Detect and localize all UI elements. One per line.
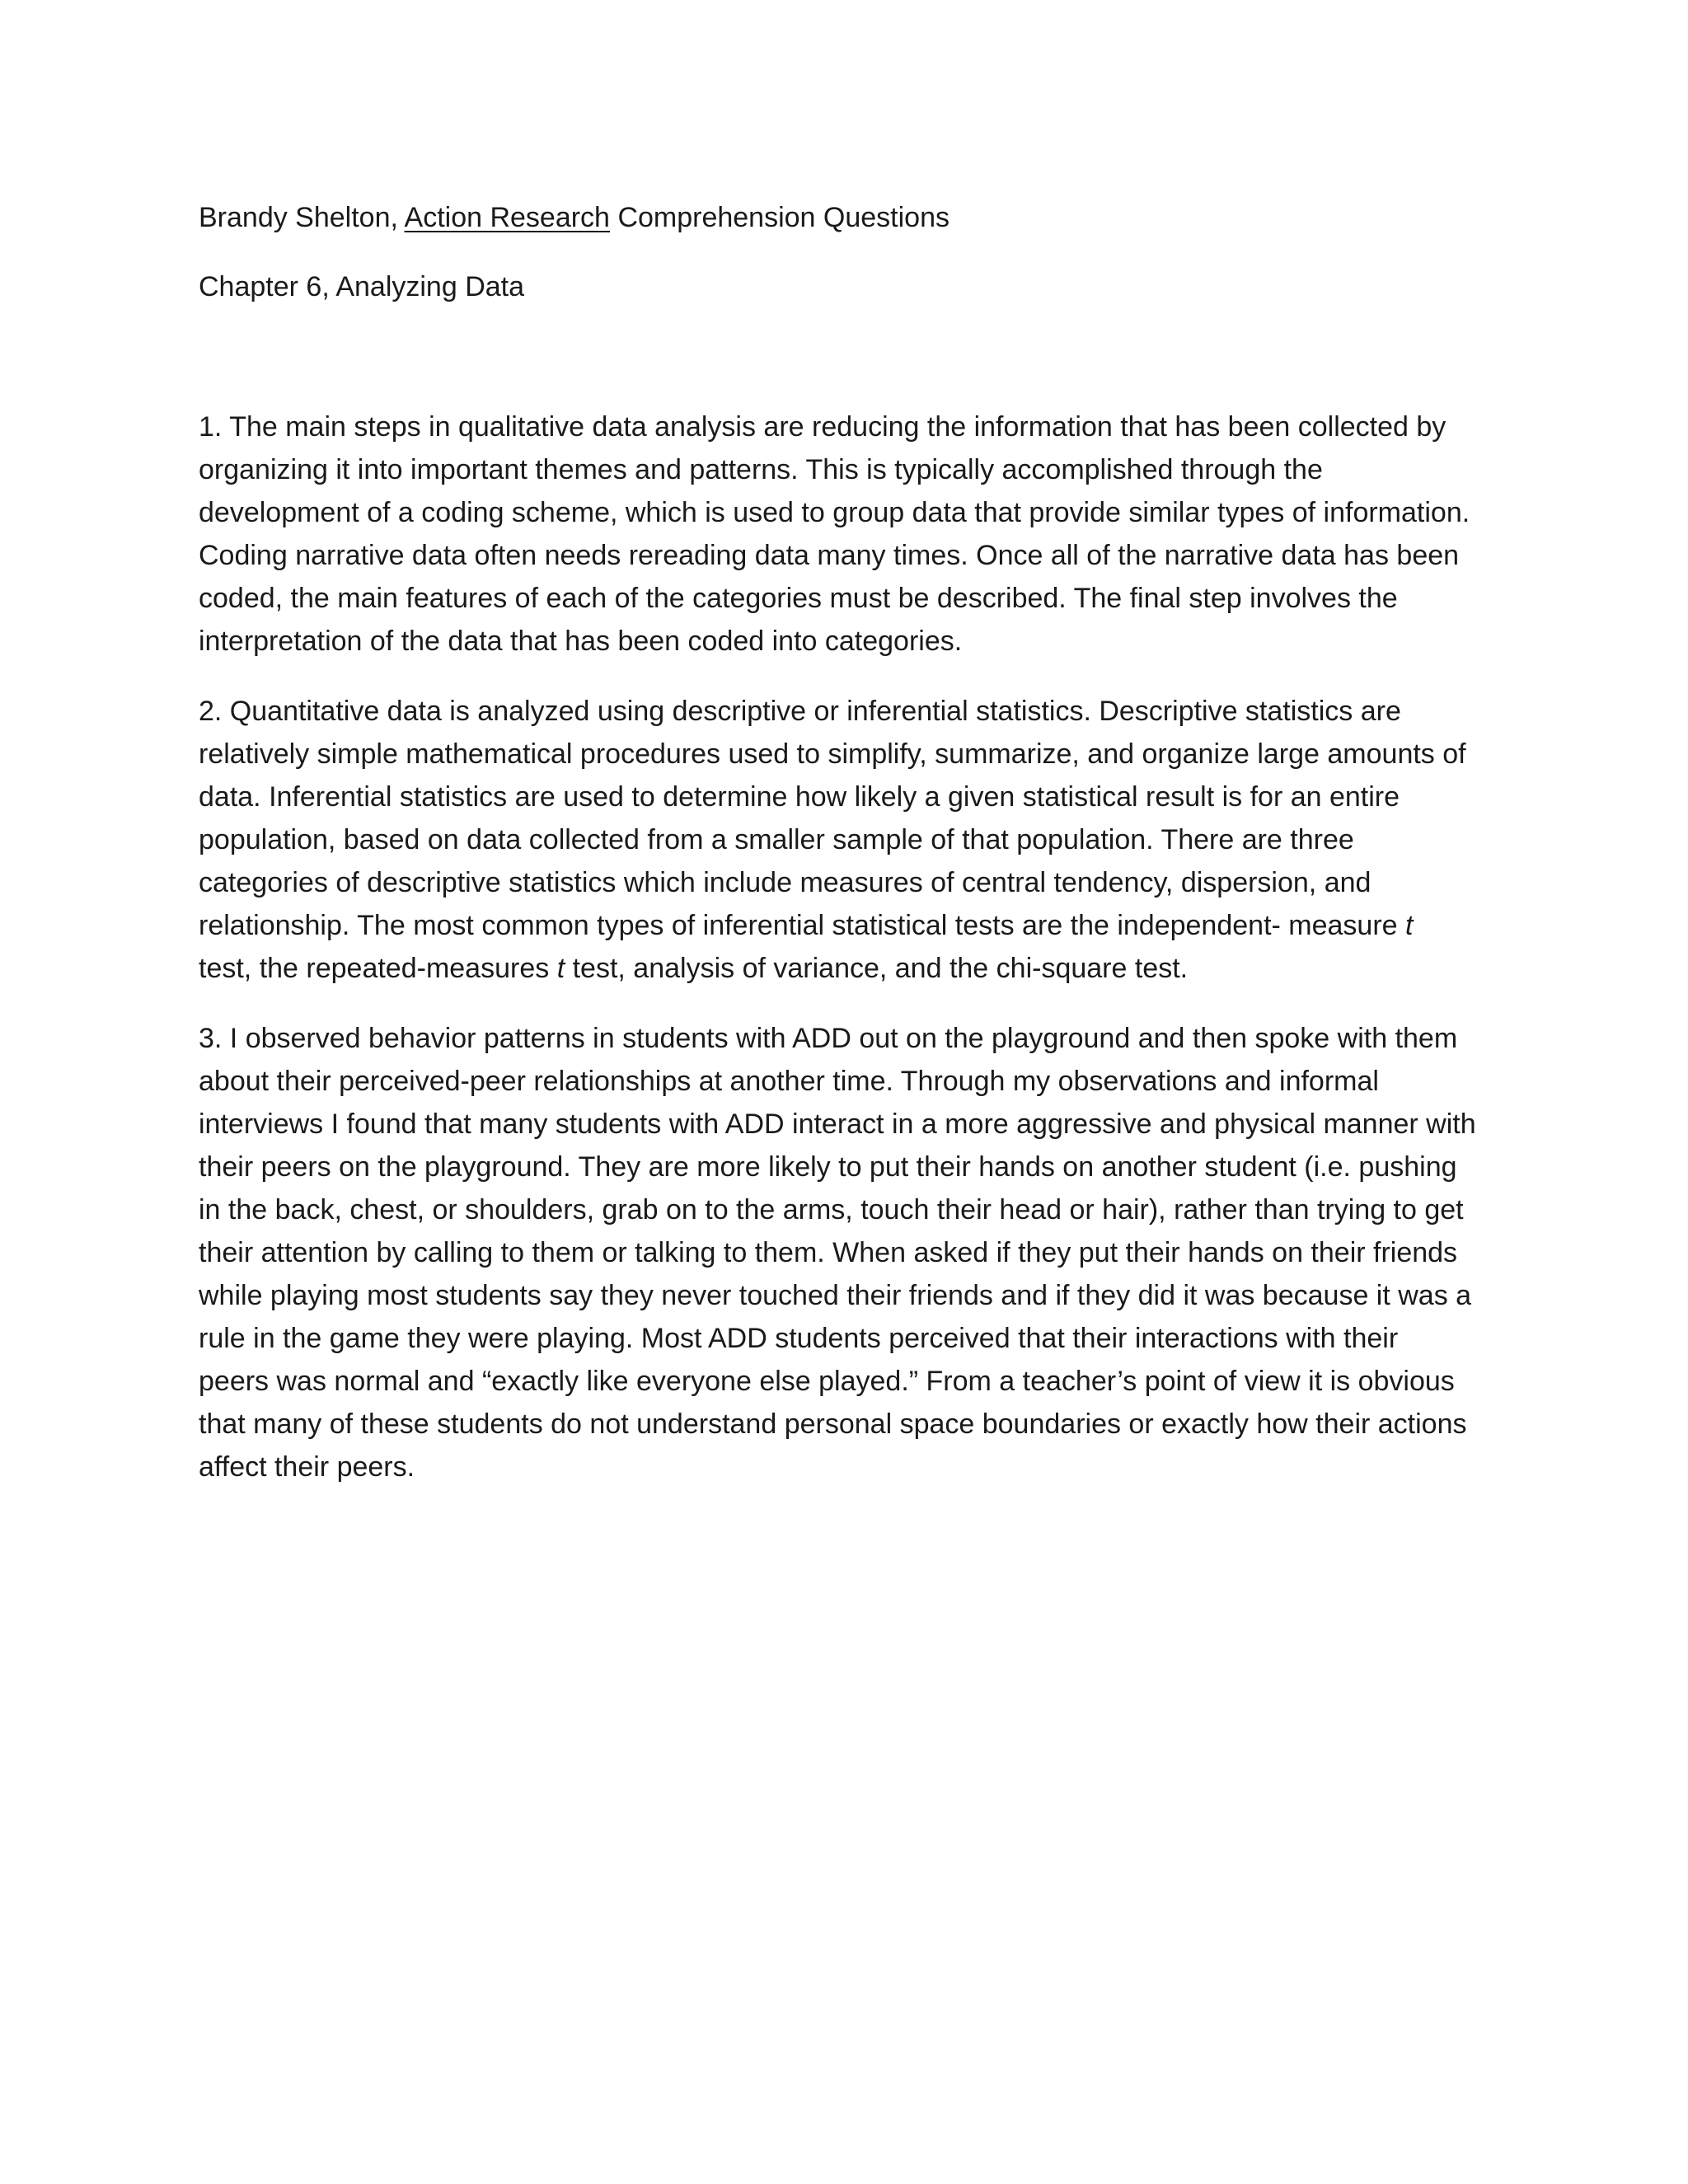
answer-2-line: categories of descriptive statistics which include measures of central tendency, dispersion, and: [199, 867, 1372, 898]
answer-2-line: population, based on data collected from a smaller sample of that population. There are three: [199, 824, 1354, 855]
answer-2: [199, 690, 1484, 990]
document-subtitle: Comprehension Questions: [617, 202, 950, 233]
italic-t: t: [556, 953, 565, 984]
answer-2-line: [199, 904, 1484, 947]
book-title: Action Research: [404, 202, 610, 233]
answer-1-line: interpretation of the data that has been coded into categories.: [199, 626, 963, 657]
answer-2-line: 2. Quantitative data is analyzed using descriptive or inferential statistics. Descriptive statistics are: [199, 696, 1401, 727]
chapter-heading: Chapter 6, Analyzing Data: [199, 271, 525, 302]
answer-1-line: coded, the main features of each of the categories must be described. The final step involves the: [199, 583, 1398, 614]
answer-3-line: peers was normal and “exactly like everyone else played.” From a teacher’s point of view it is obvious: [199, 1366, 1455, 1397]
answer-3-line: while playing most students say they never touched their friends and if they did it was because it was a: [199, 1280, 1472, 1311]
answer-3: [199, 1017, 1484, 1488]
author-name: Brandy Shelton,: [199, 202, 398, 233]
answer-1: [199, 405, 1484, 663]
answer-3-line: their peers on the playground. They are more likely to put their hands on another student (i.e. pushing: [199, 1151, 1457, 1183]
answer-1-line: 1. The main steps in qualitative data analysis are reducing the information that has been collected by: [199, 411, 1447, 443]
italic-t: t: [1405, 910, 1414, 941]
document-title-line: [199, 196, 1484, 239]
answer-1-line: organizing it into important themes and patterns. This is typically accomplished through the: [199, 454, 1323, 485]
answer-2-line-text: test, analysis of variance, and the chi-square test.: [572, 953, 1189, 984]
answer-3-line: that many of these students do not understand personal space boundaries or exactly how their actions: [199, 1408, 1467, 1440]
answer-2-line-text: test, the repeated-measures: [199, 953, 550, 984]
answer-2-line-text: relationship. The most common types of inferential statistical tests are the independent- measure: [199, 910, 1398, 941]
answer-2-line: [199, 947, 1484, 990]
answer-3-line: in the back, chest, or shoulders, grab on to the arms, touch their head or hair), rather than trying to get: [199, 1194, 1464, 1226]
answer-3-line: rule in the game they were playing. Most ADD students perceived that their interactions with their: [199, 1323, 1399, 1354]
answer-2-line: data. Inferential statistics are used to determine how likely a given statistical result is for an entire: [199, 781, 1400, 813]
answer-3-line: affect their peers.: [199, 1451, 415, 1483]
answer-3-line: about their perceived-peer relationships at another time. Through my observations and informal: [199, 1066, 1379, 1097]
answer-3-line: interviews I found that many students with ADD interact in a more aggressive and physical manner with: [199, 1108, 1476, 1140]
document-body: [199, 196, 1484, 1516]
answer-3-line: 3. I observed behavior patterns in students with ADD out on the playground and then spoke with them: [199, 1023, 1458, 1054]
answer-3-line: their attention by calling to them or talking to them. When asked if they put their hands on their friends: [199, 1237, 1458, 1268]
answer-1-line: development of a coding scheme, which is used to group data that provide similar types of information.: [199, 497, 1470, 528]
answer-1-line: Coding narrative data often needs rereading data many times. Once all of the narrative data has been: [199, 540, 1460, 571]
answer-2-line: relatively simple mathematical procedures used to simplify, summarize, and organize large amounts of: [199, 738, 1466, 770]
